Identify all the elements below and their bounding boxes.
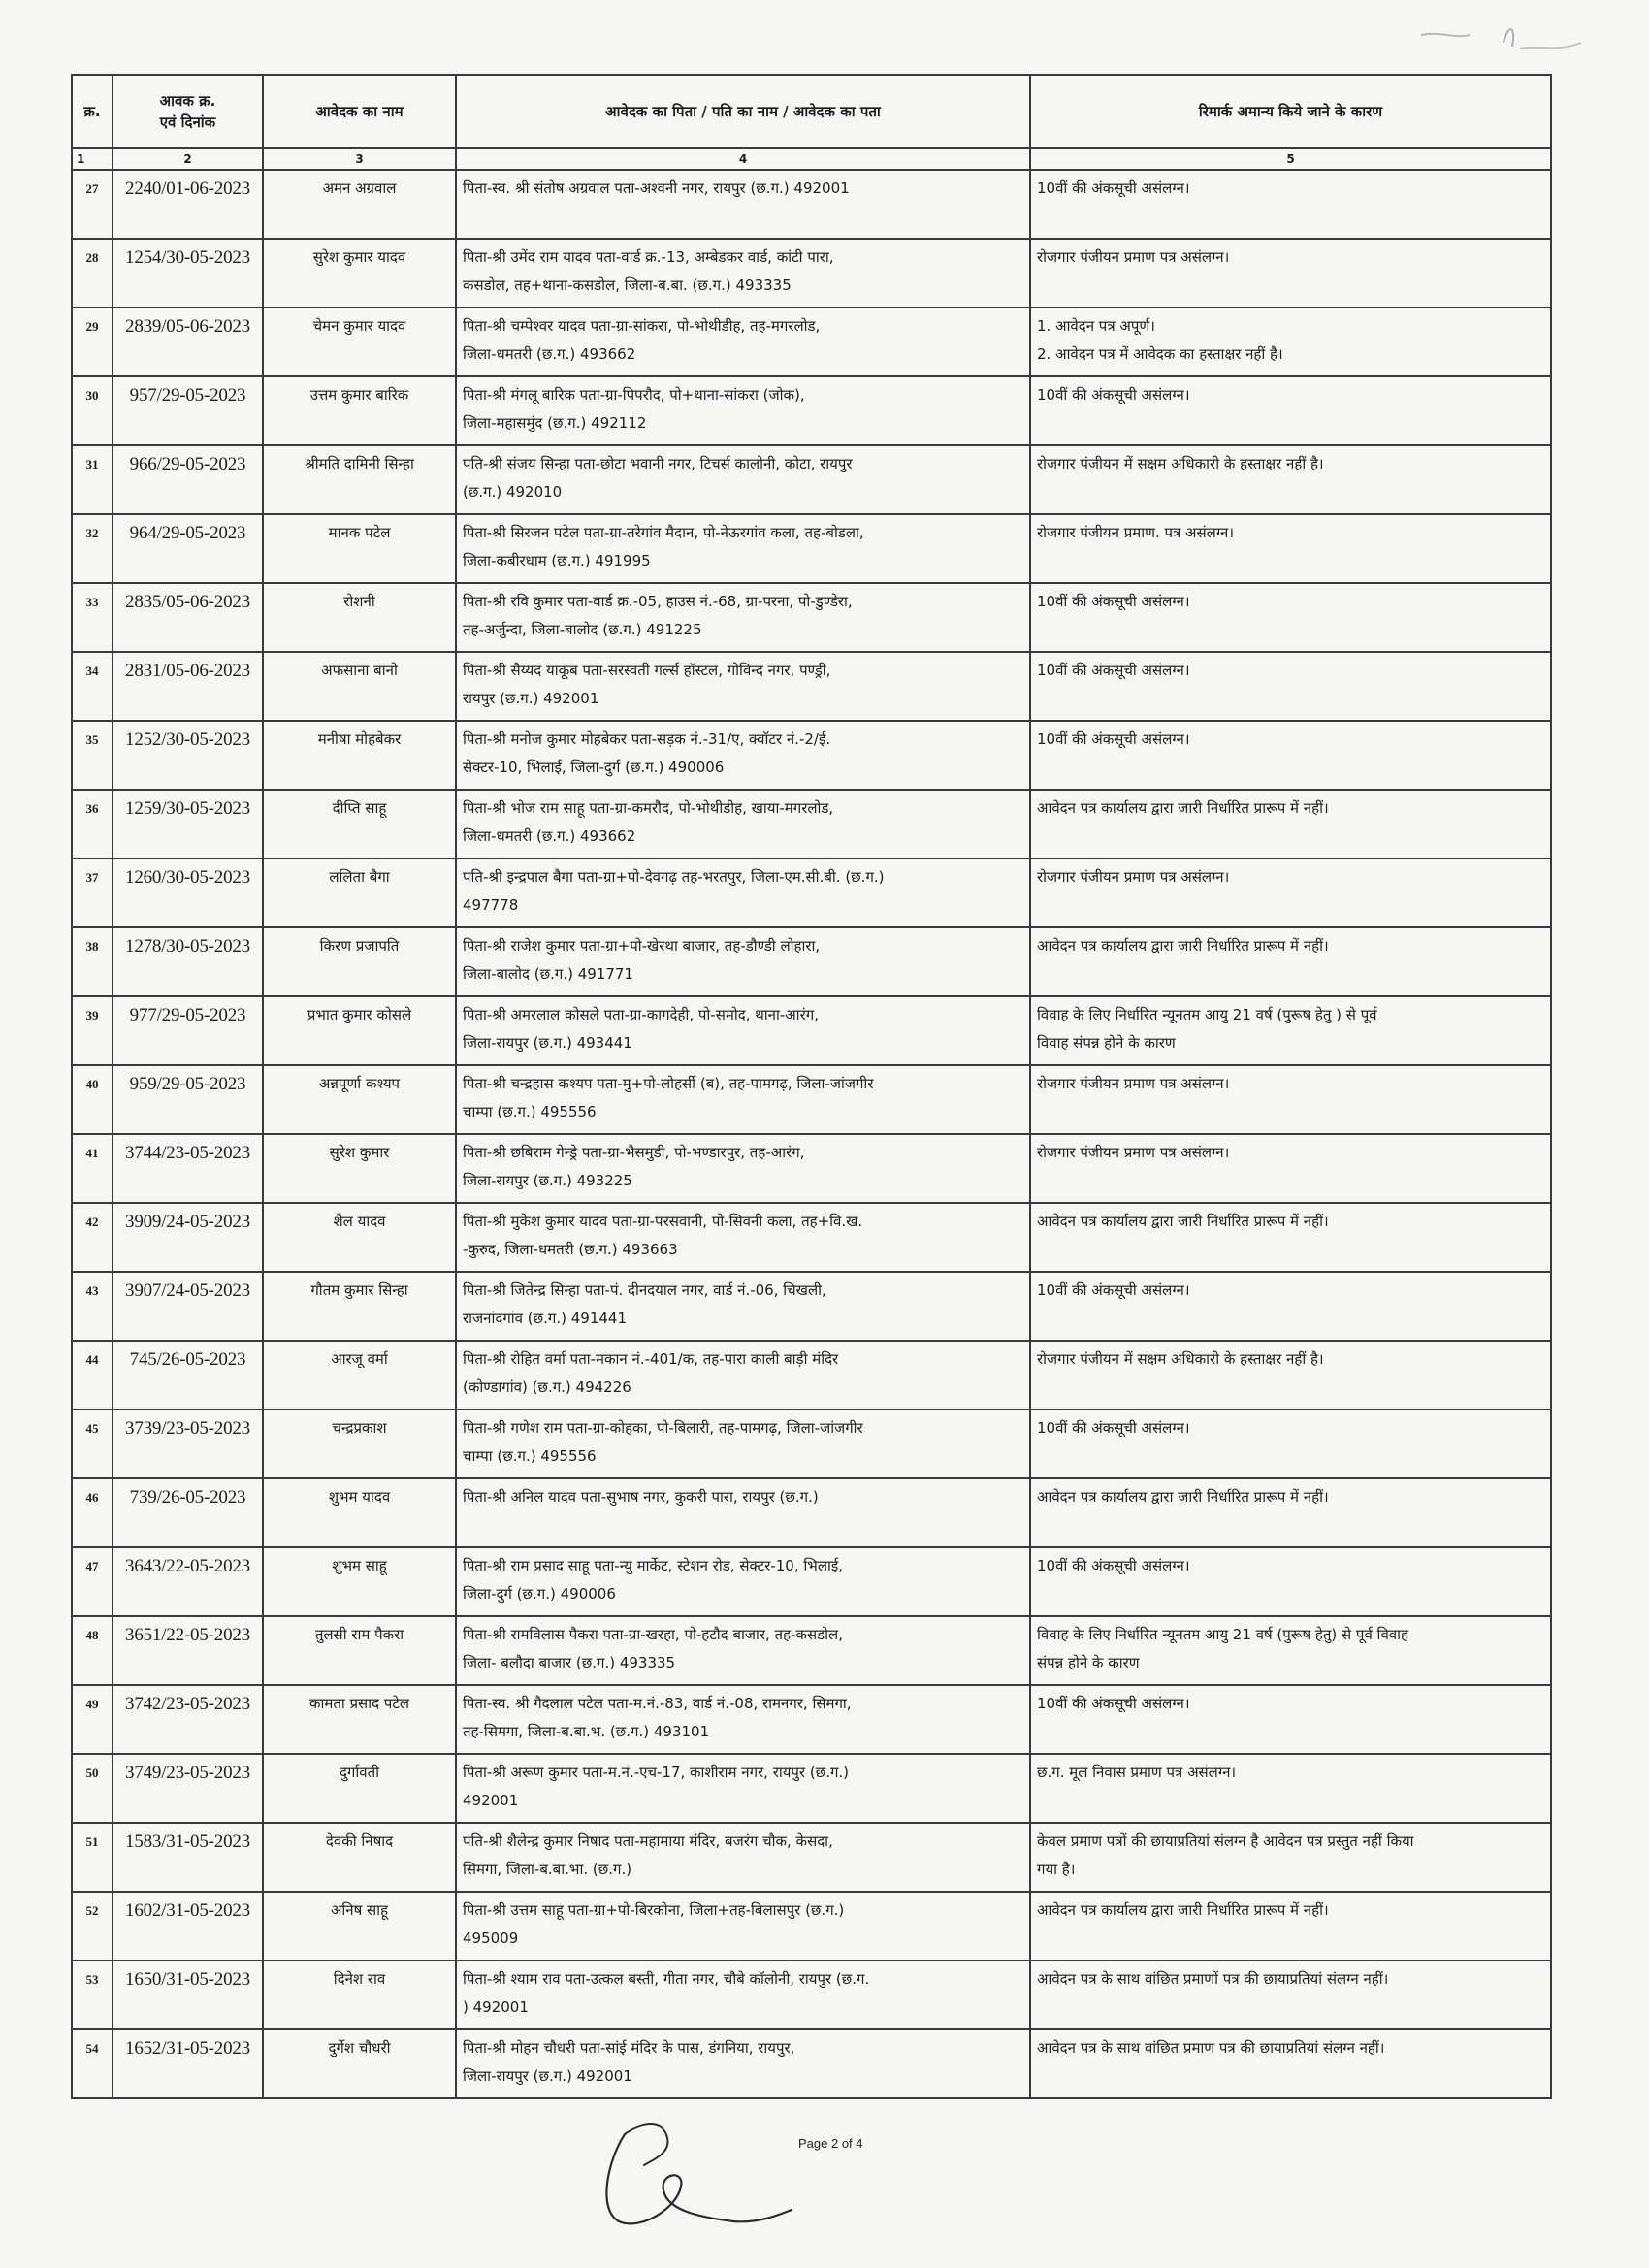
remark-line: विवाह के लिए निर्धारित न्यूनतम आयु 21 वर्ष (पुरूष हेतु ) से पूर्व <box>1037 1006 1377 1023</box>
address-line: पिता-श्री चन्द्रहास कश्यप पता-मु+पो-लोहर्सी (ब), तह-पामगढ़, जिला-जांजगीर <box>463 1075 874 1092</box>
parent-name-address <box>456 996 1030 1065</box>
table-row <box>72 1203 1551 1272</box>
serial-number: 30 <box>72 376 113 445</box>
address-line: जिला-रायपुर (छ.ग.) 493441 <box>463 1034 632 1052</box>
address-line: पिता-श्री सिरजन पटेल पता-ग्रा-तरेगांव मैदान, पो-नेऊरगांव कला, तह-बोडला, <box>463 524 864 541</box>
inward-number-date: 1259/30-05-2023 <box>113 790 263 859</box>
applicant-name: अफसाना बानो <box>263 652 456 721</box>
table-row <box>72 445 1551 514</box>
rejection-remark <box>1030 1409 1551 1478</box>
parent-name-address <box>456 1478 1030 1547</box>
inward-number-date: 1602/31-05-2023 <box>113 1892 263 1960</box>
table-row <box>72 1478 1551 1547</box>
parent-name-address <box>456 1616 1030 1685</box>
applicant-name: देवकी निषाद <box>263 1823 456 1892</box>
applicant-name: शुभम साहू <box>263 1547 456 1616</box>
remark-line: 10वीं की अंकसूची असंलग्न। <box>1037 730 1190 748</box>
applicant-name: ललिता बैगा <box>263 859 456 927</box>
parent-name-address <box>456 1272 1030 1341</box>
applicant-name: कामता प्रसाद पटेल <box>263 1685 456 1754</box>
column-number: 4 <box>456 148 1030 170</box>
column-number-row <box>72 148 1551 170</box>
applicant-name: अनिष साहू <box>263 1892 456 1960</box>
table-row <box>72 1134 1551 1203</box>
inward-number-date: 1278/30-05-2023 <box>113 927 263 996</box>
address-line: पिता-श्री अनिल यादव पता-सुभाष नगर, कुकरी पारा, रायपुर (छ.ग.) <box>463 1488 819 1506</box>
address-line: पिता-श्री मंगलू बारिक पता-ग्रा-पिपरौद, पो+थाना-सांकरा (जोक), <box>463 386 805 404</box>
column-number: 2 <box>113 148 263 170</box>
remark-line: रोजगार पंजीयन प्रमाण पत्र असंलग्न। <box>1037 868 1230 886</box>
inward-number-date: 1254/30-05-2023 <box>113 239 263 308</box>
serial-number: 37 <box>72 859 113 927</box>
parent-name-address <box>456 1409 1030 1478</box>
address-line: पिता-श्री अरूण कुमार पता-म.नं.-एच-17, काशीराम नगर, रायपुर (छ.ग.) <box>463 1764 850 1781</box>
table-row <box>72 1892 1551 1960</box>
table-row <box>72 1409 1551 1478</box>
rejection-remark <box>1030 1478 1551 1547</box>
address-line: पिता-श्री भोज राम साहू पता-ग्रा-कमरौद, पो-भोथीडीह, खाया-मगरलोड, <box>463 799 834 817</box>
inward-number-date: 1652/31-05-2023 <box>113 2029 263 2098</box>
header-inward-no-date <box>113 75 263 148</box>
address-line: पिता-श्री सैय्यद याकूब पता-सरस्वती गर्ल्स हॉस्टल, गोविन्द नगर, पण्ड्री, <box>463 662 831 679</box>
address-line: (कोण्डागांव) (छ.ग.) 494226 <box>463 1378 631 1396</box>
address-line: ) 492001 <box>463 1998 529 2016</box>
serial-number: 39 <box>72 996 113 1065</box>
signature-image <box>588 2093 796 2239</box>
parent-name-address <box>456 2029 1030 2098</box>
serial-number: 29 <box>72 308 113 376</box>
applicant-name: मानक पटेल <box>263 514 456 583</box>
rejection-remark <box>1030 376 1551 445</box>
address-line: 492001 <box>463 1792 519 1809</box>
inward-number-date: 3739/23-05-2023 <box>113 1409 263 1478</box>
remark-line: रोजगार पंजीयन प्रमाण. पत्र असंलग्न। <box>1037 524 1235 541</box>
serial-number: 41 <box>72 1134 113 1203</box>
table-row <box>72 652 1551 721</box>
address-line: पिता-श्री उत्तम साहू पता-ग्रा+पो-बिरकोना, जिला+तह-बिलासपुर (छ.ग.) <box>463 1901 845 1919</box>
header-inward-no: आवक क्र. <box>159 92 216 110</box>
page-number: Page 2 of 4 <box>798 2136 863 2151</box>
serial-number: 43 <box>72 1272 113 1341</box>
remark-line: रोजगार पंजीयन में सक्षम अधिकारी के हस्ताक्षर नहीं है। <box>1037 455 1324 472</box>
address-line: पिता-श्री रवि कुमार पता-वार्ड क्र.-05, हाउस नं.-68, ग्रा-परना, पो-डुण्डेरा, <box>463 593 853 610</box>
applicant-name: शैल यादव <box>263 1203 456 1272</box>
address-line: कसडोल, तह+थाना-कसडोल, जिला-ब.बा. (छ.ग.) 493335 <box>463 276 792 294</box>
table-row <box>72 1616 1551 1685</box>
applicant-name: उत्तम कुमार बारिक <box>263 376 456 445</box>
remark-line: रोजगार पंजीयन प्रमाण पत्र असंलग्न। <box>1037 248 1230 266</box>
remark-line: 10वीं की अंकसूची असंलग्न। <box>1037 1281 1190 1299</box>
remark-line: 2. आवेदन पत्र में आवेदक का हस्ताक्षर नहीं है। <box>1037 345 1283 363</box>
remark-line: 10वीं की अंकसूची असंलग्न। <box>1037 179 1190 197</box>
table-row <box>72 2029 1551 2098</box>
parent-name-address <box>456 1134 1030 1203</box>
serial-number: 31 <box>72 445 113 514</box>
table-row <box>72 996 1551 1065</box>
address-line: पिता-श्री रोहित वर्मा पता-मकान नं.-401/क, तह-पारा काली बाड़ी मंदिर <box>463 1350 839 1368</box>
inward-number-date: 3651/22-05-2023 <box>113 1616 263 1685</box>
rejection-remark <box>1030 445 1551 514</box>
remark-line: रोजगार पंजीयन में सक्षम अधिकारी के हस्ताक्षर नहीं है। <box>1037 1350 1324 1368</box>
address-line: जिला-रायपुर (छ.ग.) 492001 <box>463 2067 632 2085</box>
address-line: पति-श्री शैलेन्द्र कुमार निषाद पता-महामाया मंदिर, बजरंग चौक, केसदा, <box>463 1832 833 1850</box>
remark-line: रोजगार पंजीयन प्रमाण पत्र असंलग्न। <box>1037 1144 1230 1161</box>
applicant-name: अन्नपूर्णा कश्यप <box>263 1065 456 1134</box>
inward-number-date: 3744/23-05-2023 <box>113 1134 263 1203</box>
remark-line: छ.ग. मूल निवास प्रमाण पत्र असंलग्न। <box>1037 1764 1237 1781</box>
address-line: पति-श्री इन्द्रपाल बैगा पता-ग्रा+पो-देवगढ़ तह-भरतपुर, जिला-एम.सी.बी. (छ.ग.) <box>463 868 885 886</box>
address-line: पिता-श्री चम्पेश्वर यादव पता-ग्रा-सांकरा, पो-भोथीडीह, तह-मगरलोड, <box>463 317 821 335</box>
rejection-remark <box>1030 1892 1551 1960</box>
inward-number-date: 2831/05-06-2023 <box>113 652 263 721</box>
inward-number-date: 3643/22-05-2023 <box>113 1547 263 1616</box>
inward-number-date: 745/26-05-2023 <box>113 1341 263 1409</box>
serial-number: 36 <box>72 790 113 859</box>
inward-number-date: 3749/23-05-2023 <box>113 1754 263 1823</box>
inward-number-date: 977/29-05-2023 <box>113 996 263 1065</box>
remark-line: 1. आवेदन पत्र अपूर्ण। <box>1037 317 1155 335</box>
inward-number-date: 3909/24-05-2023 <box>113 1203 263 1272</box>
table-row <box>72 170 1551 239</box>
parent-name-address <box>456 376 1030 445</box>
serial-number: 52 <box>72 1892 113 1960</box>
remark-line: केवल प्रमाण पत्रों की छायाप्रतियां संलग्न है आवेदन पत्र प्रस्तुत नहीं किया <box>1037 1832 1414 1850</box>
address-line: चाम्पा (छ.ग.) 495556 <box>463 1103 597 1120</box>
inward-number-date: 959/29-05-2023 <box>113 1065 263 1134</box>
inward-number-date: 957/29-05-2023 <box>113 376 263 445</box>
parent-name-address <box>456 859 1030 927</box>
parent-name-address <box>456 1547 1030 1616</box>
remark-line: आवेदन पत्र कार्यालय द्वारा जारी निर्धारित प्रारूप में नहीं। <box>1037 1901 1329 1919</box>
remark-line: संपन्न होने के कारण <box>1037 1654 1140 1671</box>
applicant-name: आरजू वर्मा <box>263 1341 456 1409</box>
table-row <box>72 790 1551 859</box>
address-line: पिता-श्री छबिराम गेन्ड्रे पता-ग्रा-भैसमुडी, पो-भण्डारपुर, तह-आरंग, <box>463 1144 805 1161</box>
applicant-name: रोशनी <box>263 583 456 652</box>
applicant-name: चेमन कुमार यादव <box>263 308 456 376</box>
parent-name-address <box>456 170 1030 239</box>
applicant-name: शुभम यादव <box>263 1478 456 1547</box>
header-applicant-name: आवेदक का नाम <box>263 75 456 148</box>
address-line: जिला-महासमुंद (छ.ग.) 492112 <box>463 414 647 432</box>
address-line: जिला-बालोद (छ.ग.) 491771 <box>463 965 633 983</box>
parent-name-address <box>456 1892 1030 1960</box>
rejection-remark <box>1030 1203 1551 1272</box>
remark-line: विवाह के लिए निर्धारित न्यूनतम आयु 21 वर्ष (पुरूष हेतु) से पूर्व विवाह <box>1037 1626 1408 1643</box>
parent-name-address <box>456 239 1030 308</box>
remark-line: आवेदन पत्र कार्यालय द्वारा जारी निर्धारित प्रारूप में नहीं। <box>1037 1213 1329 1230</box>
inward-number-date: 1260/30-05-2023 <box>113 859 263 927</box>
parent-name-address <box>456 445 1030 514</box>
table-row <box>72 1341 1551 1409</box>
rejection-remark <box>1030 1754 1551 1823</box>
address-line: पिता-स्व. श्री गैदलाल पटेल पता-म.नं.-83, वार्ड नं.-08, रामनगर, सिमगा, <box>463 1695 852 1712</box>
address-line: पिता-श्री राजेश कुमार पता-ग्रा+पो-खेरथा बाजार, तह-डौण्डी लोहारा, <box>463 937 821 955</box>
parent-name-address <box>456 1203 1030 1272</box>
remark-line: गया है। <box>1037 1861 1076 1878</box>
applicant-name: दुर्गावती <box>263 1754 456 1823</box>
applicant-name: दीप्ति साहू <box>263 790 456 859</box>
inward-number-date: 1650/31-05-2023 <box>113 1960 263 2029</box>
inward-number-date: 739/26-05-2023 <box>113 1478 263 1547</box>
address-line: पिता-श्री अमरलाल कोसले पता-ग्रा-कागदेही, पो-समोद, थाना-आरंग, <box>463 1006 819 1023</box>
address-line: पिता-श्री मुकेश कुमार यादव पता-ग्रा-परसवानी, पो-सिवनी कला, तह+वि.ख. <box>463 1213 863 1230</box>
rejection-remark <box>1030 1341 1551 1409</box>
serial-number: 46 <box>72 1478 113 1547</box>
header-serial: क्र. <box>72 75 113 148</box>
serial-number: 48 <box>72 1616 113 1685</box>
serial-number: 47 <box>72 1547 113 1616</box>
address-line: सिमगा, जिला-ब.बा.भा. (छ.ग.) <box>463 1861 632 1878</box>
rejected-applications-table <box>71 74 1552 2099</box>
rejection-remark <box>1030 2029 1551 2098</box>
header-date: एवं दिनांक <box>159 113 216 131</box>
address-line: जिला-दुर्ग (छ.ग.) 490006 <box>463 1585 616 1603</box>
rejection-remark <box>1030 514 1551 583</box>
parent-name-address <box>456 1685 1030 1754</box>
address-line: -कुरुद, जिला-धमतरी (छ.ग.) 493663 <box>463 1241 678 1258</box>
inward-number-date: 3742/23-05-2023 <box>113 1685 263 1754</box>
table-row <box>72 1272 1551 1341</box>
rejection-remark <box>1030 652 1551 721</box>
address-line: 495009 <box>463 1929 519 1947</box>
inward-number-date: 2240/01-06-2023 <box>113 170 263 239</box>
parent-name-address <box>456 308 1030 376</box>
table-header-row <box>72 75 1551 148</box>
table-row <box>72 1754 1551 1823</box>
column-number: 3 <box>263 148 456 170</box>
rejection-remark <box>1030 927 1551 996</box>
parent-name-address <box>456 927 1030 996</box>
parent-name-address <box>456 514 1030 583</box>
applicant-name: मनीषा मोहबेकर <box>263 721 456 790</box>
table-row <box>72 376 1551 445</box>
header-rejection-reason: रिमार्क अमान्य किये जाने के कारण <box>1030 75 1551 148</box>
header-parent-address: आवेदक का पिता / पति का नाम / आवेदक का पता <box>456 75 1030 148</box>
inward-number-date: 966/29-05-2023 <box>113 445 263 514</box>
rejection-remark <box>1030 790 1551 859</box>
serial-number: 33 <box>72 583 113 652</box>
applicant-name: प्रभात कुमार कोसले <box>263 996 456 1065</box>
rejection-remark <box>1030 308 1551 376</box>
address-line: पिता-श्री उमेंद राम यादव पता-वार्ड क्र.-13, अम्बेडकर वार्ड, कांटी पारा, <box>463 248 834 266</box>
remark-line: रोजगार पंजीयन प्रमाण पत्र असंलग्न। <box>1037 1075 1230 1092</box>
remark-line: 10वीं की अंकसूची असंलग्न। <box>1037 1695 1190 1712</box>
address-line: पिता-स्व. श्री संतोष अग्रवाल पता-अश्वनी नगर, रायपुर (छ.ग.) 492001 <box>463 179 850 197</box>
serial-number: 53 <box>72 1960 113 2029</box>
remark-line: आवेदन पत्र के साथ वांछित प्रमाणों पत्र की छायाप्रतियां संलग्न नहीं। <box>1037 1970 1389 1988</box>
table-row <box>72 514 1551 583</box>
address-line: पिता-श्री मोहन चौधरी पता-सांई मंदिर के पास, डंगनिया, रायपुर, <box>463 2039 795 2057</box>
parent-name-address <box>456 790 1030 859</box>
parent-name-address <box>456 1341 1030 1409</box>
rejection-remark <box>1030 583 1551 652</box>
table-row <box>72 927 1551 996</box>
rejection-remark <box>1030 1823 1551 1892</box>
column-number: 1 <box>72 148 113 170</box>
rejection-remark <box>1030 1065 1551 1134</box>
address-line: 497778 <box>463 896 519 914</box>
rejection-remark <box>1030 1272 1551 1341</box>
remark-line: 10वीं की अंकसूची असंलग्न। <box>1037 1419 1190 1437</box>
table-row <box>72 1823 1551 1892</box>
address-line: जिला-धमतरी (छ.ग.) 493662 <box>463 345 636 363</box>
serial-number: 49 <box>72 1685 113 1754</box>
address-line: चाम्पा (छ.ग.) 495556 <box>463 1447 597 1465</box>
parent-name-address <box>456 652 1030 721</box>
table-row <box>72 308 1551 376</box>
applicant-name: गौतम कुमार सिन्हा <box>263 1272 456 1341</box>
remark-line: आवेदन पत्र के साथ वांछित प्रमाण पत्र की छायाप्रतियां संलग्न नहीं। <box>1037 2039 1385 2057</box>
serial-number: 42 <box>72 1203 113 1272</box>
rejection-remark <box>1030 1960 1551 2029</box>
rejection-remark <box>1030 170 1551 239</box>
table-row <box>72 583 1551 652</box>
serial-number: 38 <box>72 927 113 996</box>
rejection-remark <box>1030 996 1551 1065</box>
address-line: सेक्टर-10, भिलाई, जिला-दुर्ग (छ.ग.) 490006 <box>463 759 725 776</box>
parent-name-address <box>456 721 1030 790</box>
serial-number: 44 <box>72 1341 113 1409</box>
remark-line: 10वीं की अंकसूची असंलग्न। <box>1037 386 1190 404</box>
address-line: तह-अर्जुन्दा, जिला-बालोद (छ.ग.) 491225 <box>463 621 702 638</box>
serial-number: 35 <box>72 721 113 790</box>
inward-number-date: 964/29-05-2023 <box>113 514 263 583</box>
remark-line: 10वीं की अंकसूची असंलग्न। <box>1037 593 1190 610</box>
table-row <box>72 1960 1551 2029</box>
remark-line: आवेदन पत्र कार्यालय द्वारा जारी निर्धारित प्रारूप में नहीं। <box>1037 1488 1329 1506</box>
address-line: पिता-श्री गणेश राम पता-ग्रा-कोहका, पो-बिलारी, तह-पामगढ़, जिला-जांजगीर <box>463 1419 863 1437</box>
serial-number: 28 <box>72 239 113 308</box>
table-row <box>72 859 1551 927</box>
inward-number-date: 2839/05-06-2023 <box>113 308 263 376</box>
address-line: पिता-श्री रामविलास पैकरा पता-ग्रा-खरहा, पो-हटौद बाजार, तह-कसडोल, <box>463 1626 843 1643</box>
table-row <box>72 721 1551 790</box>
address-line: तह-सिमगा, जिला-ब.बा.भ. (छ.ग.) 493101 <box>463 1723 710 1740</box>
table-row <box>72 1065 1551 1134</box>
rejection-remark <box>1030 1547 1551 1616</box>
serial-number: 50 <box>72 1754 113 1823</box>
rejection-remark <box>1030 1134 1551 1203</box>
serial-number: 32 <box>72 514 113 583</box>
parent-name-address <box>456 1754 1030 1823</box>
applicant-name: चन्द्रप्रकाश <box>263 1409 456 1478</box>
inward-number-date: 1252/30-05-2023 <box>113 721 263 790</box>
serial-number: 45 <box>72 1409 113 1478</box>
address-line: पिता-श्री मनोज कुमार मोहबेकर पता-सड़क नं.-31/ए, क्वॉटर नं.-2/ई. <box>463 730 831 748</box>
applicant-name: दुर्गेश चौधरी <box>263 2029 456 2098</box>
remark-line: विवाह संपन्न होने के कारण <box>1037 1034 1176 1052</box>
address-line: जिला-रायपुर (छ.ग.) 493225 <box>463 1172 632 1189</box>
address-line: पिता-श्री श्याम राव पता-उत्कल बस्ती, गीता नगर, चौबे कॉलोनी, रायपुर (छ.ग. <box>463 1970 870 1988</box>
applicant-name: सुरेश कुमार यादव <box>263 239 456 308</box>
corner-handwriting-mark <box>1411 14 1596 62</box>
serial-number: 34 <box>72 652 113 721</box>
parent-name-address <box>456 1823 1030 1892</box>
address-line: राजनांदगांव (छ.ग.) 491441 <box>463 1310 627 1327</box>
remark-line: आवेदन पत्र कार्यालय द्वारा जारी निर्धारित प्रारूप में नहीं। <box>1037 799 1329 817</box>
applicant-name: सुरेश कुमार <box>263 1134 456 1203</box>
table-row <box>72 239 1551 308</box>
address-line: जिला-कबीरधाम (छ.ग.) 491995 <box>463 552 651 569</box>
inward-number-date: 2835/05-06-2023 <box>113 583 263 652</box>
applicant-name: किरण प्रजापति <box>263 927 456 996</box>
rejection-remark <box>1030 239 1551 308</box>
serial-number: 51 <box>72 1823 113 1892</box>
address-line: पिता-श्री जितेन्द्र सिन्हा पता-पं. दीनदयाल नगर, वार्ड नं.-06, चिखली, <box>463 1281 826 1299</box>
inward-number-date: 1583/31-05-2023 <box>113 1823 263 1892</box>
remark-line: 10वीं की अंकसूची असंलग्न। <box>1037 1557 1190 1574</box>
rejection-remark <box>1030 859 1551 927</box>
parent-name-address <box>456 583 1030 652</box>
table-row <box>72 1685 1551 1754</box>
remark-line: आवेदन पत्र कार्यालय द्वारा जारी निर्धारित प्रारूप में नहीं। <box>1037 937 1329 955</box>
inward-number-date: 3907/24-05-2023 <box>113 1272 263 1341</box>
address-line: पति-श्री संजय सिन्हा पता-छोटा भवानी नगर, टिचर्स कालोनी, कोटा, रायपुर <box>463 455 853 472</box>
rejection-remark <box>1030 1685 1551 1754</box>
parent-name-address <box>456 1065 1030 1134</box>
parent-name-address <box>456 1960 1030 2029</box>
applicant-name: तुलसी राम पैकरा <box>263 1616 456 1685</box>
applicant-name: श्रीमति दामिनी सिन्हा <box>263 445 456 514</box>
column-number: 5 <box>1030 148 1551 170</box>
address-line: पिता-श्री राम प्रसाद साहू पता-न्यु मार्केट, स्टेशन रोड, सेक्टर-10, भिलाई, <box>463 1557 844 1574</box>
remark-line: 10वीं की अंकसूची असंलग्न। <box>1037 662 1190 679</box>
applicant-name: अमन अग्रवाल <box>263 170 456 239</box>
serial-number: 27 <box>72 170 113 239</box>
serial-number: 54 <box>72 2029 113 2098</box>
rejection-remark <box>1030 721 1551 790</box>
serial-number: 40 <box>72 1065 113 1134</box>
address-line: (छ.ग.) 492010 <box>463 483 563 501</box>
table-row <box>72 1547 1551 1616</box>
address-line: जिला-धमतरी (छ.ग.) 493662 <box>463 827 636 845</box>
address-line: जिला- बलौदा बाजार (छ.ग.) 493335 <box>463 1654 676 1671</box>
rejection-remark <box>1030 1616 1551 1685</box>
address-line: रायपुर (छ.ग.) 492001 <box>463 690 599 707</box>
applicant-name: दिनेश राव <box>263 1960 456 2029</box>
